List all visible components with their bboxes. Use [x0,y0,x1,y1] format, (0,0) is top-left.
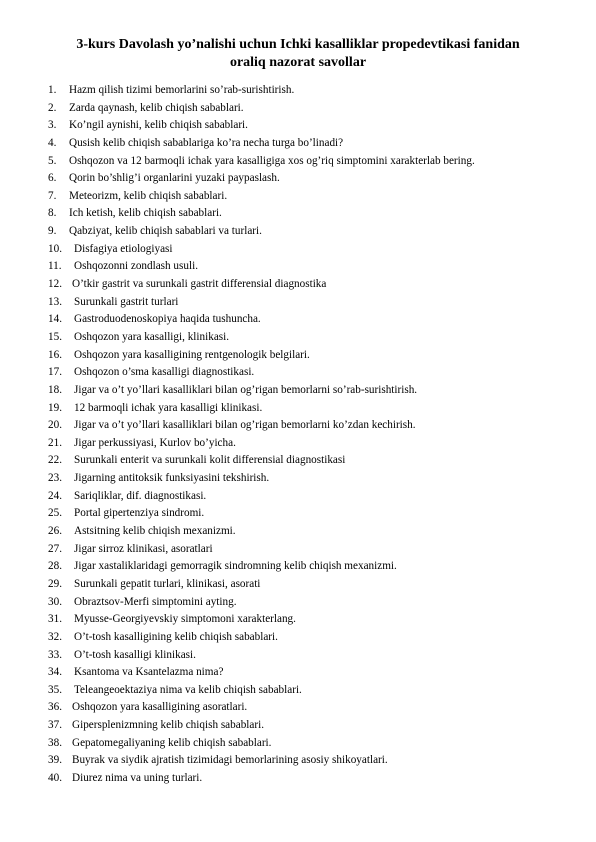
question-number: 20. [48,419,62,432]
question-text: O’t-tosh kasalligi klinikasi. [74,648,196,661]
question-text: Astsitning kelib chiqish mexanizmi. [74,525,236,538]
question-text: Oshqozon yara kasalligi, klinikasi. [74,330,230,343]
question-number: 39. [48,754,62,767]
question-number: 2. [48,101,57,114]
question-text: Ich ketish, kelib chiqish sabablari. [69,207,222,220]
question-number: 40. [48,771,62,784]
question-text: Qorin bo’shlig’i organlarini yuzaki paypaslash. [69,172,280,185]
question-number: 36. [48,701,62,714]
question-number: 37. [48,719,62,732]
question-text: Oshqozon va 12 barmoqli ichak yara kasalligiga xos og’riq simptomini xarakterlab bering. [69,154,475,167]
question-text: Disfagiya etiologiyasi [74,242,173,255]
question-text: Ko’ngil aynishi, kelib chiqish sabablari. [69,119,248,132]
question-number: 6. [48,172,57,185]
question-text: Jigar xastaliklaridagi gemorragik sindromning kelib chiqish mexanizmi. [74,560,397,573]
question-number: 4. [48,136,57,149]
question-text: Hazm qilish tizimi bemorlarini so’rab-surishtirish. [69,84,295,96]
question-text: Ksantoma va Ksantelazma nima? [74,666,224,679]
question-text: Obraztsov-Merfi simptomini ayting. [74,595,237,608]
question-number: 10. [48,242,62,255]
question-text: Meteorizm, kelib chiqish sabablari. [69,189,228,202]
question-number: 15. [48,330,62,343]
title-line-1: 3-kurs Davolash yo’nalishi uchun Ichki kasalliklar propedevtikasi fanidan [76,37,520,52]
question-number: 3. [48,119,57,132]
document-title [0,36,596,72]
question-text: Jigar va o’t yo’llari kasalliklari bilan og’rigan bemorlarni so’rab-surishtirish. [74,383,418,396]
question-number: 18. [48,383,62,396]
question-text: Teleangeoektaziya nima va kelib chiqish sabablari. [74,683,302,696]
question-number: 24. [48,489,62,502]
question-number: 32. [48,630,62,643]
question-text: Buyrak va siydik ajratish tizimidagi bemorlarining asosiy shikoyatlari. [72,754,388,767]
question-number: 16. [48,348,62,361]
question-text: O’t-tosh kasalligining kelib chiqish sabablari. [74,630,278,643]
question-number: 34. [48,666,62,679]
question-number: 28. [48,560,62,573]
question-number: 26. [48,525,62,538]
question-text: Surunkali gastrit turlari [74,295,179,308]
question-text: Zarda qaynash, kelib chiqish sabablari. [69,101,244,114]
question-number: 8. [48,207,57,220]
question-text: 12 barmoqli ichak yara kasalligi klinikasi. [74,401,263,414]
question-number: 14. [48,313,62,326]
question-number: 17. [48,366,62,379]
question-text: Diurez nima va uning turlari. [72,771,203,784]
question-text: Oshqozon o’sma kasalligi diagnostikasi. [74,366,255,379]
question-text: Surunkali enterit va surunkali kolit differensial diagnostikasi [74,454,346,467]
question-number: 12. [48,278,62,291]
title-line-2: oraliq nazorat savollar [229,55,367,70]
question-number: 33. [48,648,62,661]
question-text: O’tkir gastrit va surunkali gastrit differensial diagnostika [72,278,327,291]
question-text: Oshqozonni zondlash usuli. [74,260,198,273]
question-text: Jigarning antitoksik funksiyasini tekshirish. [74,472,270,485]
question-text: Gipersplenizmning kelib chiqish sabablari. [72,719,265,732]
question-number: 21. [48,436,62,449]
question-text: Sariqliklar, dif. diagnostikasi. [74,489,207,502]
question-number: 35. [48,683,62,696]
question-number: 5. [48,154,57,167]
question-number: 38. [48,736,62,749]
question-number: 9. [48,225,57,238]
question-number: 19. [48,401,62,414]
question-text: Gepatomegaliyaning kelib chiqish sabablari. [72,736,272,749]
question-text: Jigar perkussiyasi, Kurlov bo’yicha. [74,436,236,449]
question-number: 29. [48,577,62,590]
question-text: Surunkali gepatit turlari, klinikasi, asorati [74,577,261,590]
question-number: 27. [48,542,62,555]
question-text: Oshqozon yara kasalligining asoratlari. [72,701,248,714]
question-text: Gastroduodenoskopiya haqida tushuncha. [74,313,261,326]
question-text: Qusish kelib chiqish sabablariga ko’ra necha turga bo’linadi? [69,136,344,149]
question-number: 30. [48,595,62,608]
question-text: Portal gipertenziya sindromi. [74,507,205,520]
question-number: 11. [48,260,62,273]
question-text: Jigar sirroz klinikasi, asoratlari [74,542,213,555]
question-number: 13. [48,295,62,308]
question-number: 1. [48,84,57,96]
question-number: 22. [48,454,62,467]
question-text: Qabziyat, kelib chiqish sabablari va turlari. [69,225,262,238]
question-number: 25. [48,507,62,520]
question-number: 23. [48,472,62,485]
question-text: Jigar va o’t yo’llari kasalliklari bilan og’rigan bemorlarni ko’zdan kechirish. [74,419,416,432]
question-text: Oshqozon yara kasalligining rentgenologik belgilari. [74,348,310,361]
question-number: 7. [48,189,57,202]
question-text: Myusse-Georgiyevskiy simptomoni xarakterlang. [74,613,296,626]
question-number: 31. [48,613,62,626]
